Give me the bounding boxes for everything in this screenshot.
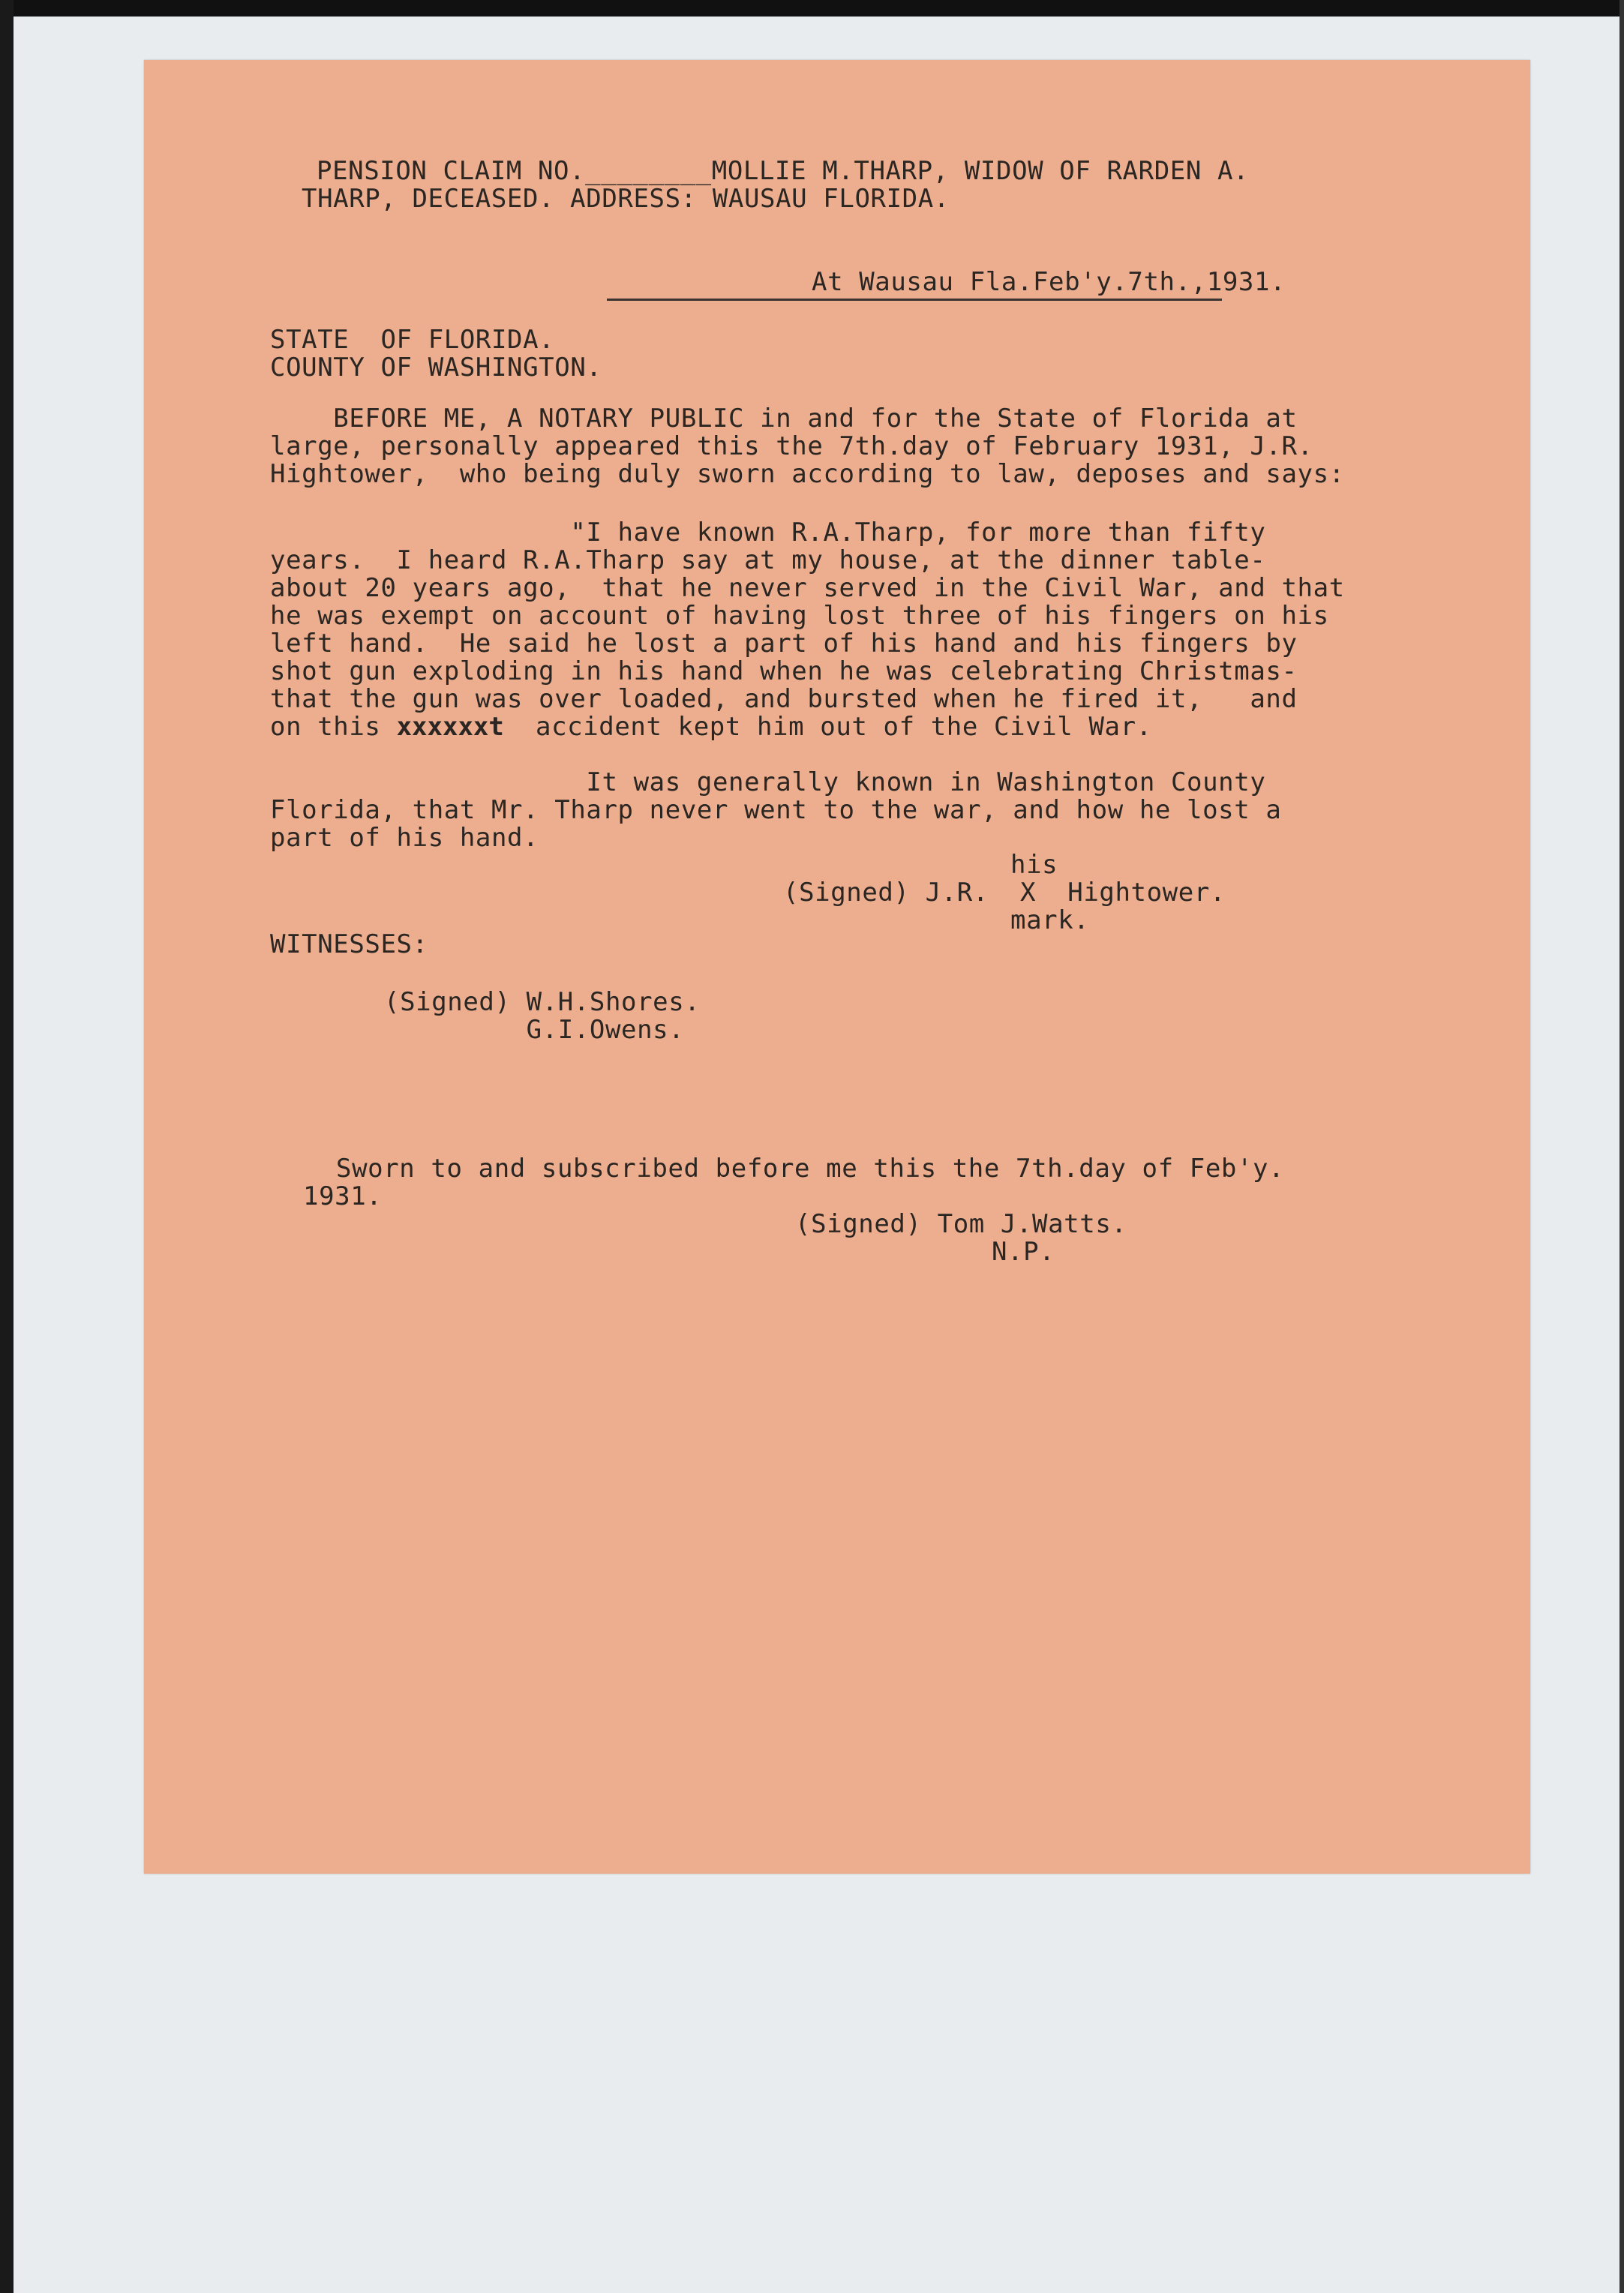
statement-line-1: "I have known R.A.Tharp, for more than fifty bbox=[270, 518, 1266, 548]
statement-line-4: he was exempt on account of having lost three of his fingers on his bbox=[270, 601, 1329, 631]
dateline: At Wausau Fla.Feb'y.7th.,1931. bbox=[812, 267, 1286, 297]
statement-line-3: about 20 years ago, that he never served in the Civil War, and that bbox=[270, 573, 1345, 603]
general-line-1: It was generally known in Washington County bbox=[270, 767, 1266, 797]
witness-1: (Signed) W.H.Shores. bbox=[384, 987, 701, 1017]
intro-line-2: large, personally appeared this the 7th.day of February 1931, J.R. bbox=[270, 431, 1313, 461]
signature-mark: mark. bbox=[1010, 905, 1090, 935]
general-line-2: Florida, that Mr. Tharp never went to the war, and how he lost a bbox=[270, 795, 1282, 825]
notary-title: N.P. bbox=[992, 1237, 1055, 1267]
notary-signature: (Signed) Tom J.Watts. bbox=[795, 1209, 1127, 1239]
statement-line-2: years. I heard R.A.Tharp say at my house, at the dinner table- bbox=[270, 545, 1266, 575]
signature-line: (Signed) J.R. X Hightower. bbox=[783, 878, 1226, 908]
struck-out-word: xxxxxxt bbox=[396, 712, 504, 742]
witness-2: G.I.Owens. bbox=[384, 1015, 685, 1045]
signature-his: his bbox=[1010, 850, 1058, 880]
statement-line-7: that the gun was over loaded, and bursted when he fired it, and bbox=[270, 684, 1298, 714]
venue-state: STATE OF FLORIDA. bbox=[270, 325, 555, 355]
statement-line-8-start: on this bbox=[270, 712, 397, 742]
jurat-line-2: 1931. bbox=[303, 1181, 383, 1211]
statement-line-8 bbox=[270, 713, 1152, 741]
claim-header-line-1: PENSION CLAIM NO.________MOLLIE M.THARP, WIDOW OF RARDEN A. bbox=[317, 156, 1250, 186]
venue-county: COUNTY OF WASHINGTON. bbox=[270, 353, 602, 383]
general-line-3: part of his hand. bbox=[270, 823, 539, 853]
scan-top-border bbox=[0, 0, 1624, 17]
statement-line-6: shot gun exploding in his hand when he was celebrating Christmas- bbox=[270, 656, 1298, 686]
jurat-line-1: Sworn to and subscribed before me this the 7th.day of Feb'y. bbox=[336, 1154, 1285, 1184]
separator-line bbox=[607, 299, 1222, 301]
witnesses-label: WITNESSES: bbox=[270, 929, 428, 959]
claim-header-line-2: THARP, DECEASED. ADDRESS: WAUSAU FLORIDA. bbox=[302, 184, 950, 214]
intro-line-1: BEFORE ME, A NOTARY PUBLIC in and for the State of Florida at bbox=[270, 404, 1298, 434]
document-page bbox=[144, 60, 1530, 1874]
statement-line-5: left hand. He said he lost a part of his hand and his fingers by bbox=[270, 629, 1298, 659]
scan-right-border bbox=[1619, 0, 1624, 2293]
statement-line-8-end: accident kept him out of the Civil War. bbox=[503, 712, 1152, 742]
scan-left-border bbox=[0, 0, 14, 2293]
intro-line-3: Hightower, who being duly sworn according to law, deposes and says: bbox=[270, 459, 1345, 489]
